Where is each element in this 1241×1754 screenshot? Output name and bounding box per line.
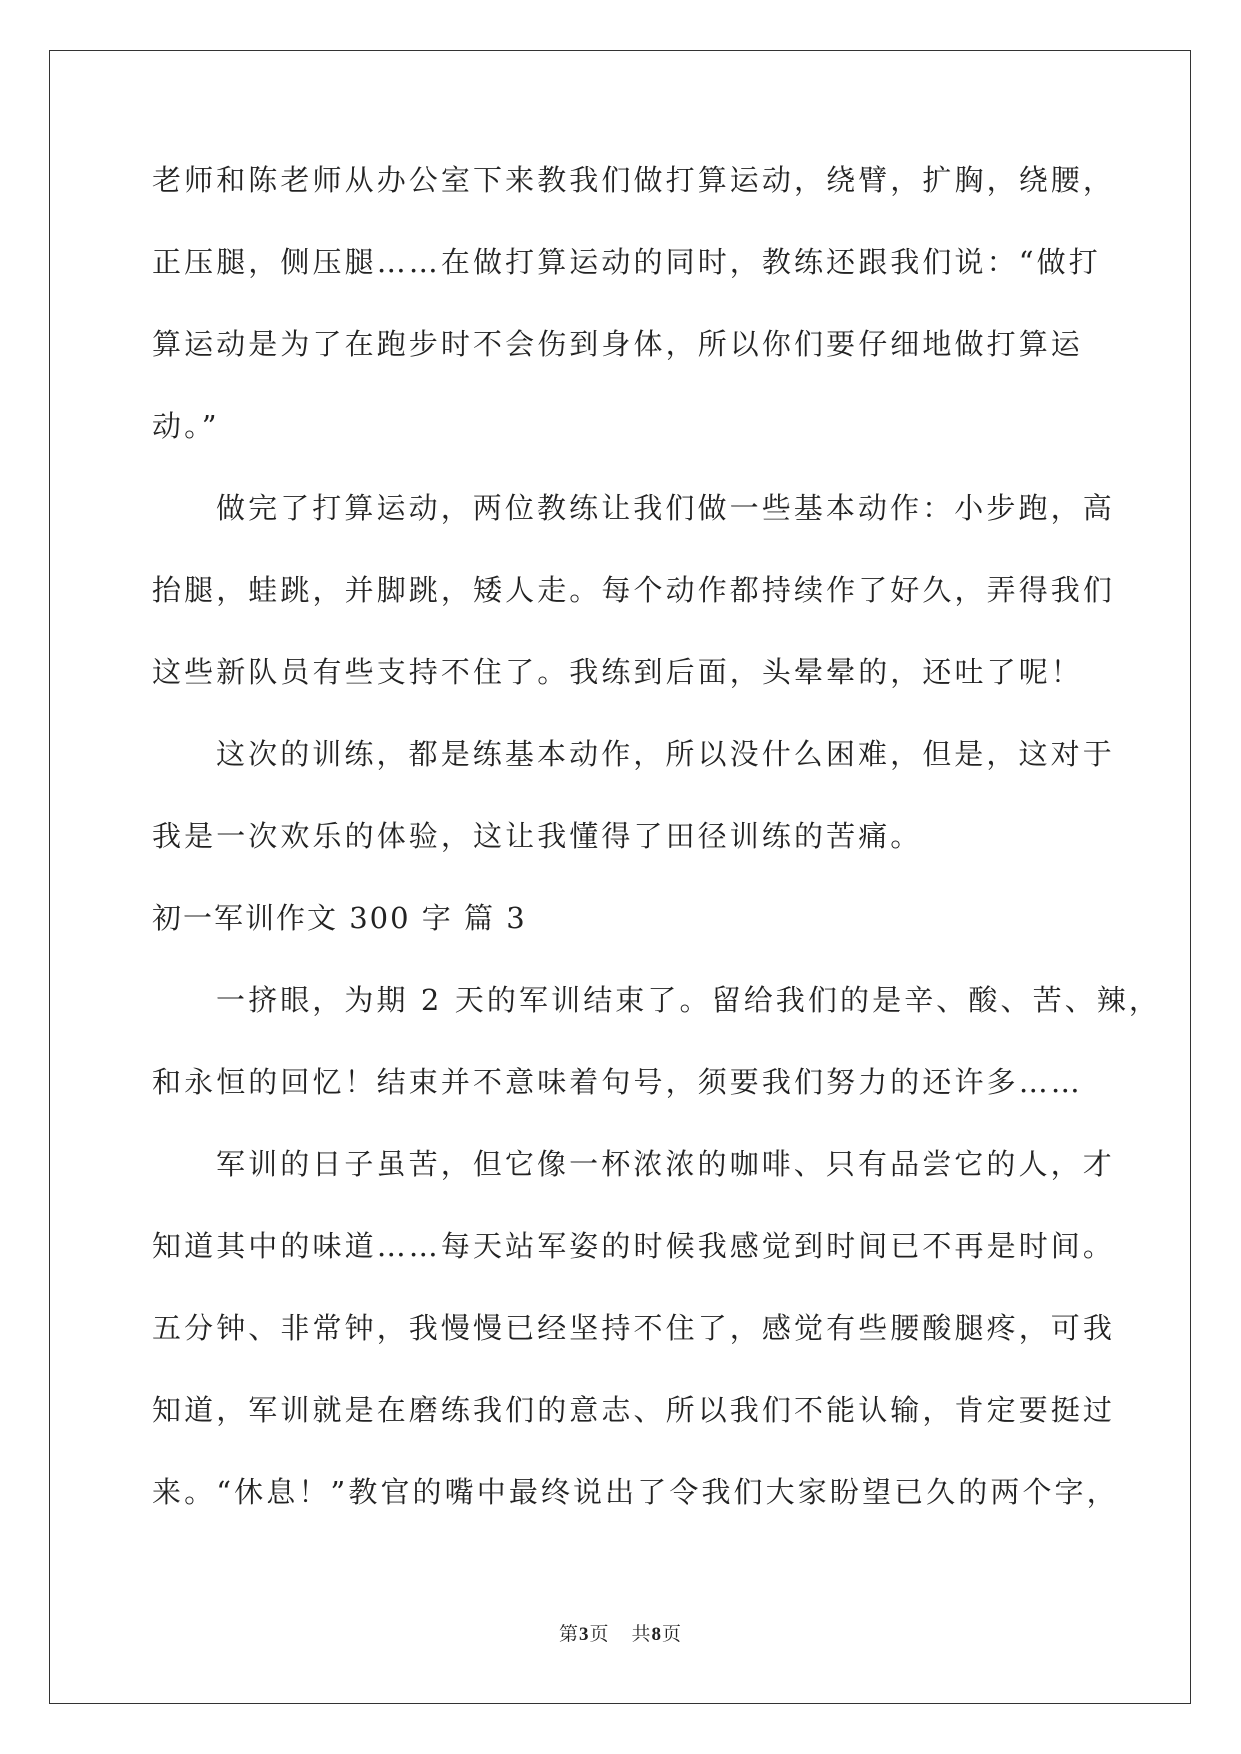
page-prefix: 第: [558, 1624, 579, 1645]
paragraph-5-line-1: 军训的日子虽苦，但它像一杯浓浓的咖啡、只有品尝它的人，才: [216, 1147, 1115, 1181]
paragraph-1-line-4: 动。”: [152, 409, 220, 443]
paragraph-3-line-2: 我是一次欢乐的体验，这让我懂得了田径训练的苦痛。: [152, 819, 923, 853]
total-prefix: 共: [631, 1624, 652, 1645]
paragraph-3-line-1: 这次的训练，都是练基本动作，所以没什么困难，但是，这对于: [216, 737, 1115, 771]
page-number: 3: [578, 1624, 590, 1645]
paragraph-1-line-1: 老师和陈老师从办公室下来教我们做打算运动，绕臂，扩胸，绕腰，: [152, 163, 1116, 197]
paragraph-4-line-1: 一挤眼，为期 2 天的军训结束了。留给我们的是辛、酸、苦、辣，: [216, 983, 1161, 1017]
paragraph-5-line-3: 五分钟、非常钟，我慢慢已经坚持不住了，感觉有些腰酸腿疼，可我: [152, 1311, 1116, 1345]
paragraph-1-line-2: 正压腿，侧压腿……在做打算运动的同时，教练还跟我们说：“做打: [152, 245, 1101, 279]
paragraph-5-line-2: 知道其中的味道……每天站军姿的时候我感觉到时间已不再是时间。: [152, 1229, 1116, 1263]
paragraph-4-line-2: 和永恒的回忆！结束并不意味着句号，须要我们努力的还许多……: [152, 1065, 1083, 1099]
paragraph-2-line-1: 做完了打算运动，两位教练让我们做一些基本动作：小步跑，高: [216, 491, 1115, 525]
document-body: [152, 160, 1161, 1512]
page-suffix: 页: [589, 1624, 610, 1645]
paragraph-2-line-3: 这些新队员有些支持不住了。我练到后面，头晕晕的，还吐了呢！: [152, 655, 1083, 689]
total-pages: 8: [651, 1624, 663, 1645]
paragraph-5-line-5: 来。“休息！”教官的嘴中最终说出了令我们大家盼望已久的两个字，: [152, 1475, 1119, 1509]
page-footer: [0, 1619, 1241, 1646]
paragraph-5-line-4: 知道，军训就是在磨练我们的意志、所以我们不能认输，肯定要挺过: [152, 1393, 1116, 1427]
paragraph-1-line-3: 算运动是为了在跑步时不会伤到身体，所以你们要仔细地做打算运: [152, 327, 1083, 361]
section-heading: 初一军训作文 300 字 篇 3: [152, 901, 527, 935]
paragraph-2-line-2: 抬腿，蛙跳，并脚跳，矮人走。每个动作都持续作了好久，弄得我们: [152, 573, 1116, 607]
total-suffix: 页: [662, 1624, 683, 1645]
